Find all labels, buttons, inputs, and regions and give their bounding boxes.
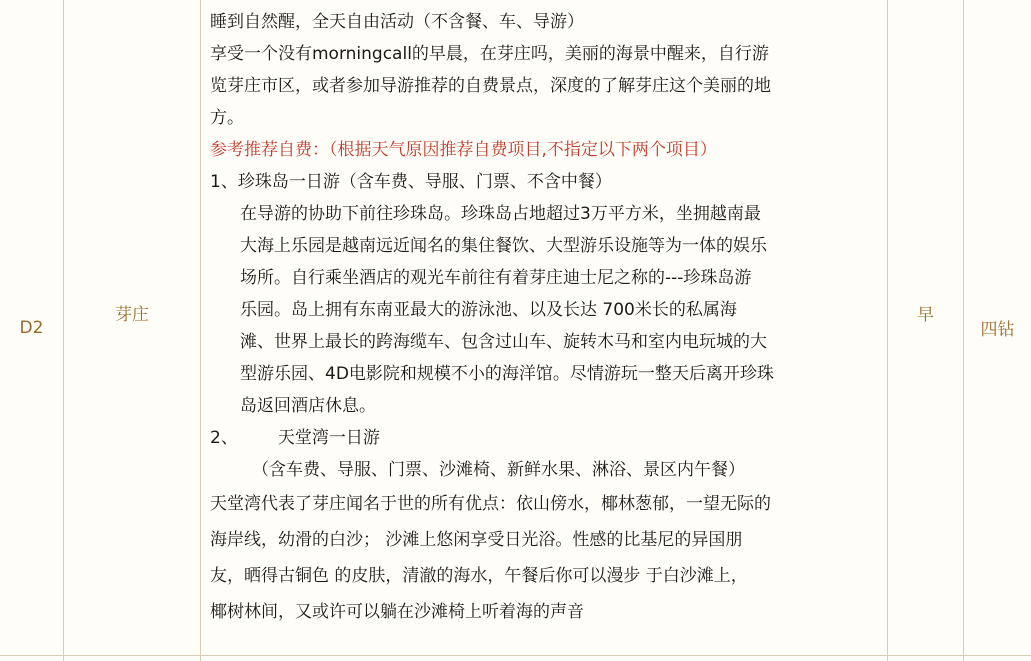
meal-cell: 早 [917,305,934,325]
text-line: 岛返回酒店休息。 [240,396,376,416]
location-cell: 芽庄 [115,305,149,325]
tour-2-inclusions: （含车费、导服、门票、沙滩椅、新鲜水果、淋浴、景区内午餐） [252,460,745,480]
text-line: 椰树林间，又或许可以躺在沙滩椅上听着海的声音 [210,602,584,622]
text-line: 场所。自行乘坐酒店的观光车前往有着芽庄迪士尼之称的---珍珠岛游 [240,268,752,288]
text-line: 享受一个没有morningcall的早晨，在芽庄吗，美丽的海景中醒来，自行游 [210,44,769,64]
text-line: 览芽庄市区，或者参加导游推荐的自费景点，深度的了解芽庄这个美丽的地 [210,76,771,96]
text-line: 天堂湾代表了芽庄闻名于世的所有优点：依山傍水，椰林葱郁，一望无际的 [210,494,771,514]
itinerary-description [210,6,915,630]
tour-2-title [210,422,915,454]
text-line: 大海上乐园是越南远近闻名的集住餐饮、大型游乐设施等为一体的娱乐 [240,236,767,256]
text-line: 型游乐园、4D电影院和规模不小的海洋馆。尽情游玩一整天后离开珍珠 [240,364,774,384]
tour-1-title: 1、珍珠岛一日游（含车费、导服、门票、不含中餐） [210,172,612,192]
row-divider [0,655,1031,656]
optional-tours-heading: 参考推荐自费：（根据天气原因推荐自费项目,不指定以下两个项目） [210,140,717,160]
text-line: 友，晒得古铜色 的皮肤，清澈的海水，午餐后你可以漫步 于白沙滩上， [210,566,748,586]
text-line: 睡到自然醒，全天自由活动（不含餐、车、导游） [210,12,584,32]
text-line: 乐园。岛上拥有东南亚最大的游泳池、以及长达 700米长的私属海 [240,300,737,320]
text-line: 方。 [210,108,244,128]
hotel-cell: 四钻 [980,320,1015,340]
text-line: 在导游的协助下前往珍珠岛。珍珠岛占地超过3万平方米，坐拥越南最 [240,204,761,224]
text-line: 海岸线，幼滑的白沙； 沙滩上悠闲享受日光浴。性感的比基尼的异国朋 [210,530,743,550]
column-divider [200,0,201,661]
day-cell: D2 [19,317,44,338]
text-line: 滩、世界上最长的跨海缆车、包含过山车、旋转木马和室内电玩城的大 [240,332,767,352]
tour-2-name: 天堂湾一日游 [277,428,380,448]
tour-2-number: 2、 [210,428,238,448]
